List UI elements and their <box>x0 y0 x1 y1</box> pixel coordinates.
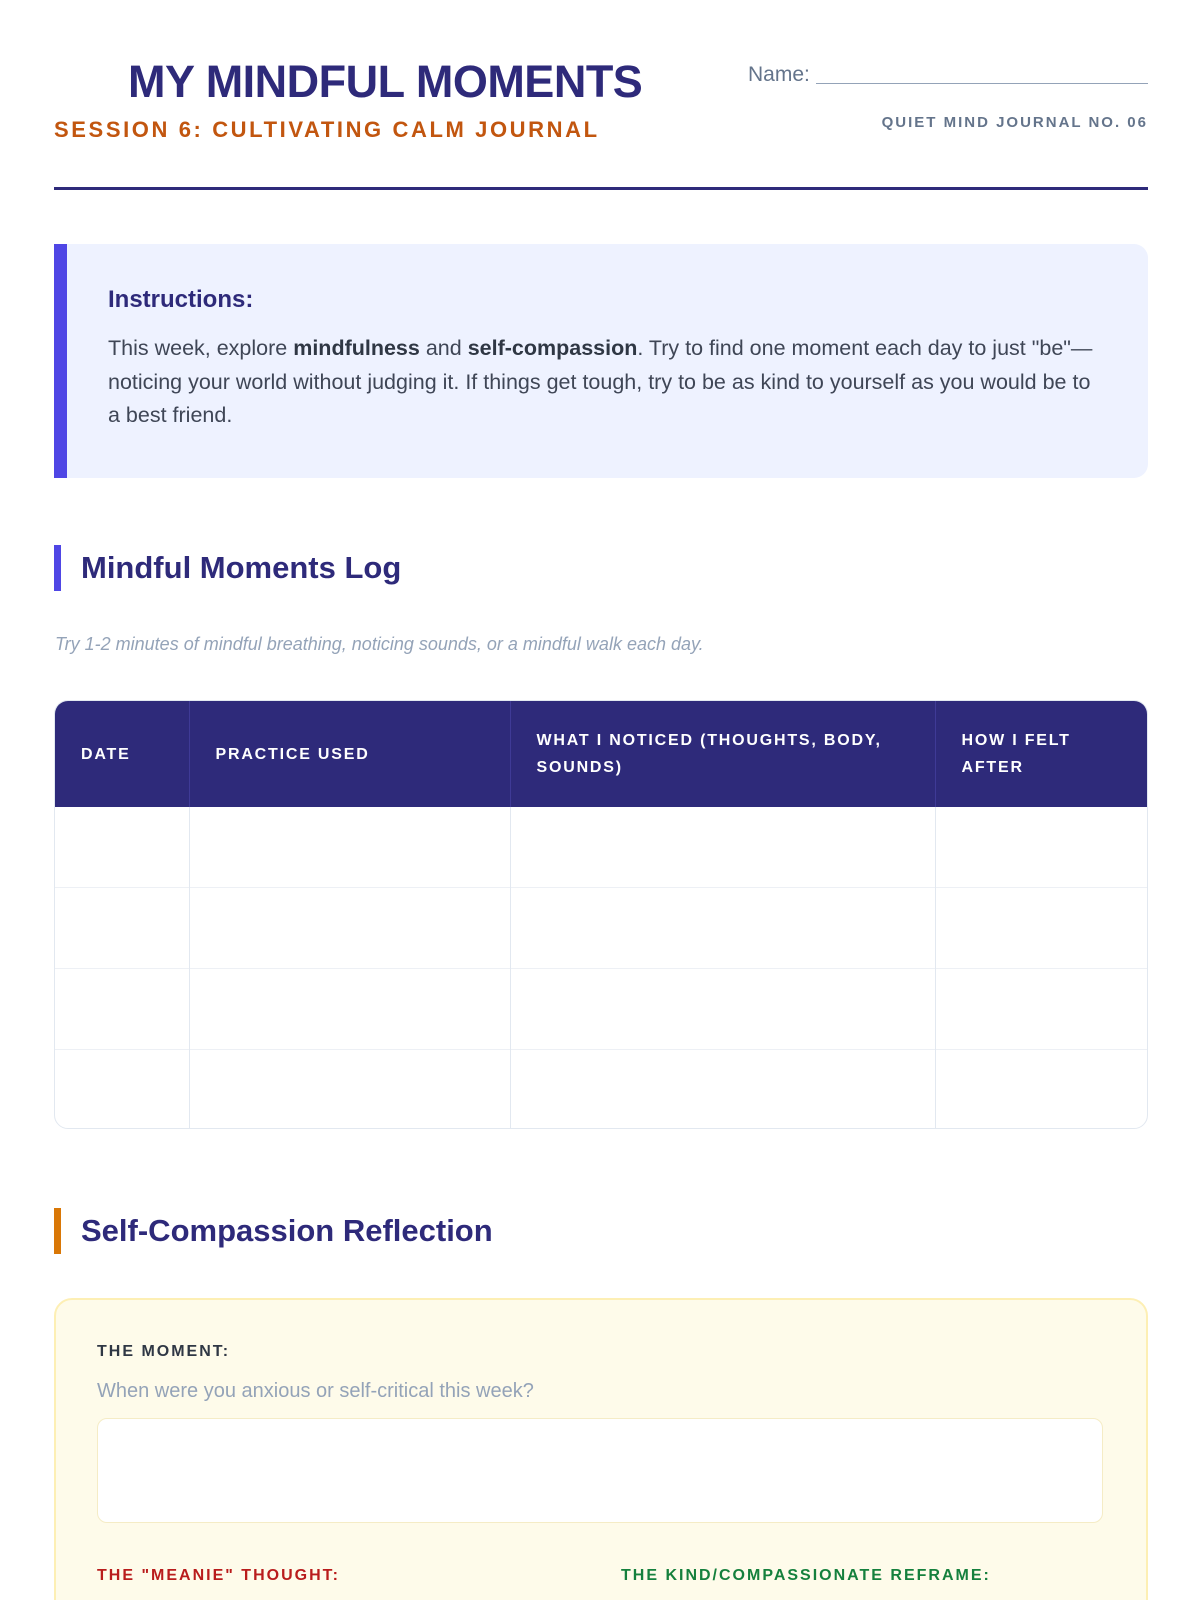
noticed-cell[interactable] <box>510 1050 935 1130</box>
felt-after-cell[interactable] <box>935 807 1147 888</box>
felt-after-cell[interactable] <box>935 1050 1147 1130</box>
table-row <box>55 969 1147 1050</box>
instructions-text-part-3: . Try to find one moment each day to just "be"—noticing your world without judging it. If things get tough, try to be as kind to yourself as you would be to a best friend. <box>108 336 1093 427</box>
log-section-heading <box>54 545 401 591</box>
noticed-cell[interactable] <box>510 969 935 1050</box>
column-header-noticed: WHAT I NOTICED (THOUGHTS, BODY, SOUNDS) <box>510 701 935 807</box>
log-hint: Try 1-2 minutes of mindful breathing, noticing sounds, or a mindful walk each day. <box>55 634 704 654</box>
table-header-row <box>55 701 1147 807</box>
date-cell[interactable] <box>55 1050 189 1130</box>
instructions-text-part-2: and <box>419 336 468 360</box>
date-cell[interactable] <box>55 888 189 969</box>
moment-answer-box[interactable] <box>97 1418 1103 1523</box>
page-title: MY MINDFUL MOMENTS <box>128 56 643 107</box>
meanie-thought-label: THE "MEANIE" THOUGHT: <box>97 1567 340 1584</box>
reflection-section-heading <box>54 1208 493 1254</box>
noticed-cell[interactable] <box>510 807 935 888</box>
practice-cell[interactable] <box>189 888 510 969</box>
instructions-bold-mindfulness: mindfulness <box>293 336 420 360</box>
header-divider <box>54 187 1148 190</box>
date-cell[interactable] <box>55 969 189 1050</box>
table-row <box>55 1050 1147 1130</box>
name-label: Name: <box>748 63 810 86</box>
log-section-accent-bar <box>54 545 61 591</box>
practice-cell[interactable] <box>189 1050 510 1130</box>
column-header-date: DATE <box>55 701 189 807</box>
felt-after-cell[interactable] <box>935 888 1147 969</box>
instructions-bold-self-compassion: self-compassion <box>467 336 638 360</box>
reflection-section-title: Self-Compassion Reflection <box>81 1213 493 1248</box>
name-field <box>748 62 1148 88</box>
mindful-moments-table <box>54 700 1148 1129</box>
noticed-cell[interactable] <box>510 888 935 969</box>
moment-prompt: When were you anxious or self-critical this week? <box>97 1380 534 1402</box>
instructions-text <box>108 332 1104 433</box>
column-header-practice: PRACTICE USED <box>189 701 510 807</box>
date-cell[interactable] <box>55 807 189 888</box>
felt-after-cell[interactable] <box>935 969 1147 1050</box>
session-subtitle: SESSION 6: CULTIVATING CALM JOURNAL <box>54 117 600 142</box>
journal-number: QUIET MIND JOURNAL NO. 06 <box>881 114 1148 131</box>
instructions-text-part-1: This week, explore <box>108 336 294 360</box>
table-row <box>55 807 1147 888</box>
name-input-line[interactable] <box>816 63 1148 84</box>
moment-label: THE MOMENT: <box>97 1343 231 1360</box>
reflection-card <box>54 1298 1148 1600</box>
column-header-felt-after: HOW I FELT AFTER <box>935 701 1147 807</box>
reflection-section-accent-bar <box>54 1208 61 1254</box>
instructions-box <box>54 244 1148 478</box>
kind-reframe-label: THE KIND/COMPASSIONATE REFRAME: <box>621 1567 991 1584</box>
practice-cell[interactable] <box>189 969 510 1050</box>
table-row <box>55 888 1147 969</box>
practice-cell[interactable] <box>189 807 510 888</box>
log-section-title: Mindful Moments Log <box>81 550 402 585</box>
instructions-heading: Instructions: <box>108 286 254 313</box>
